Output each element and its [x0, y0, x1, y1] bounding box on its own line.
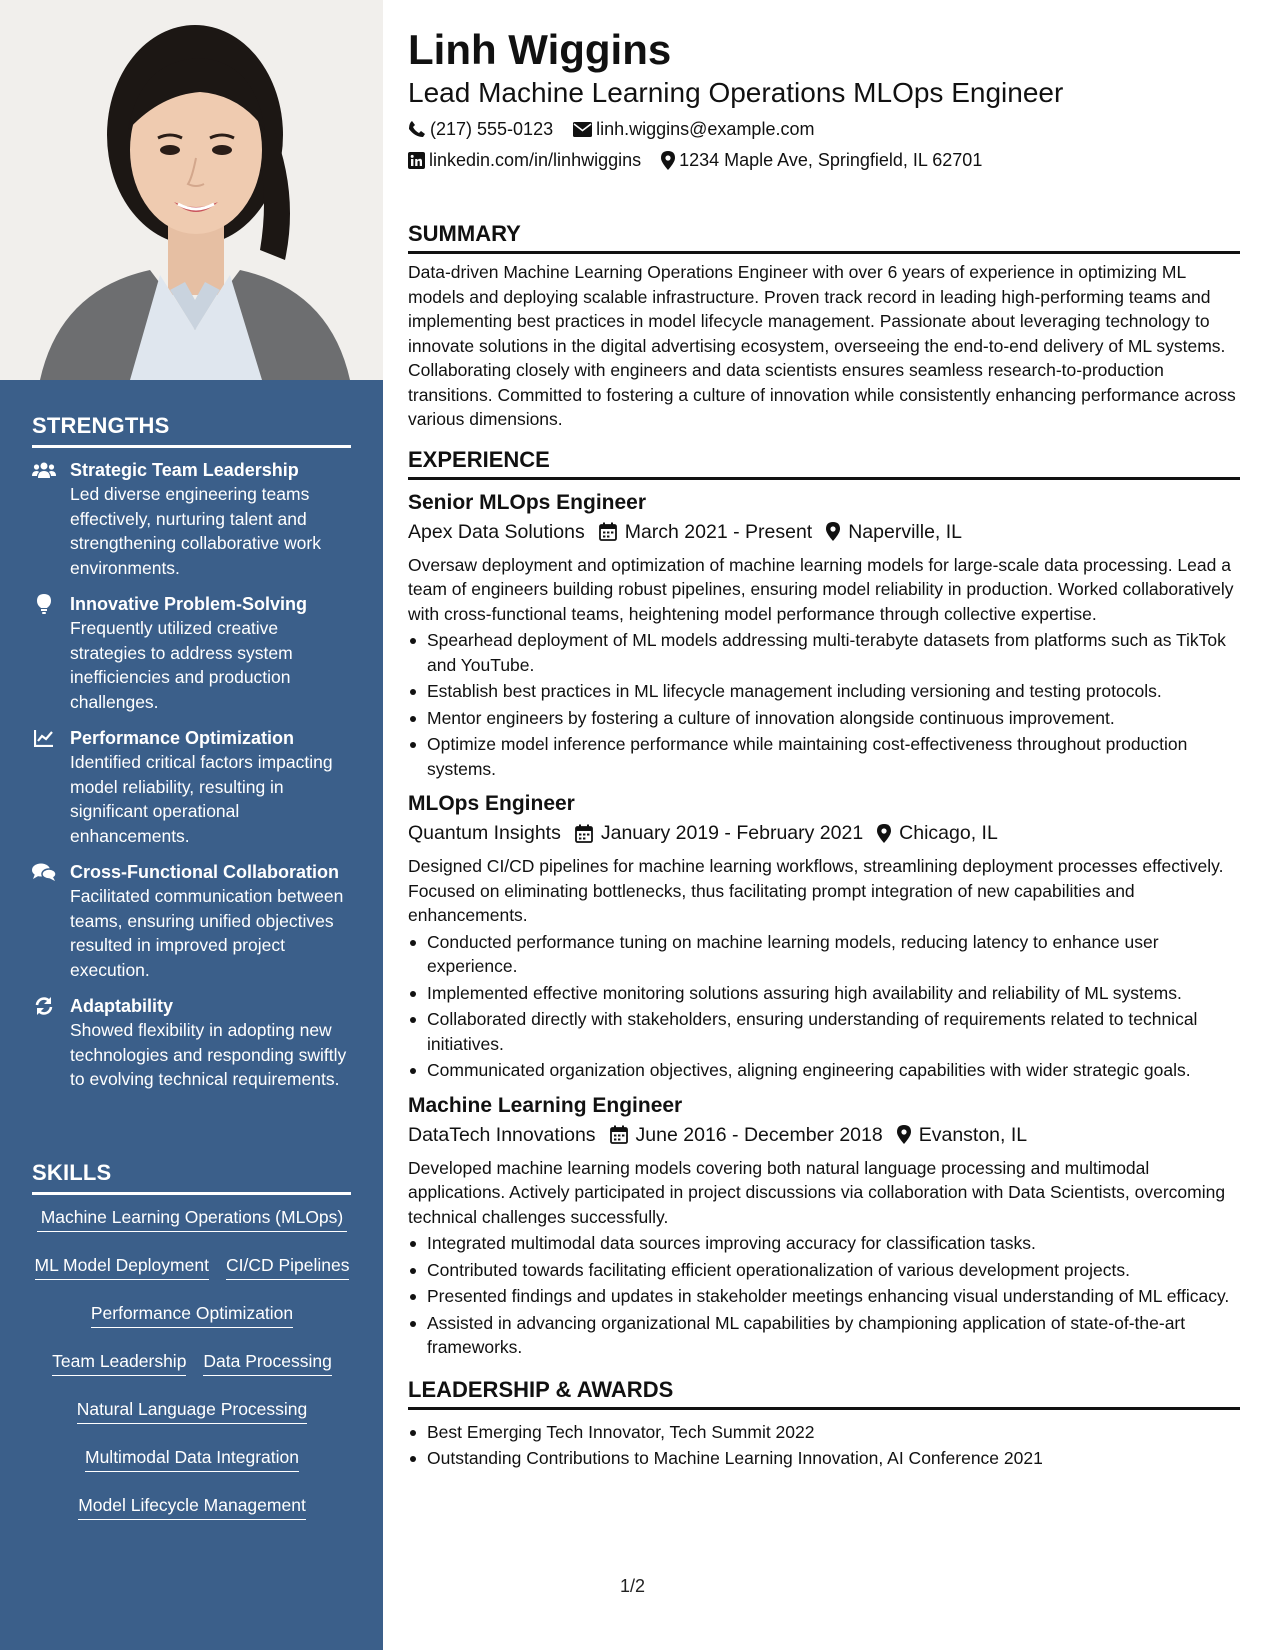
strength-item: [32, 860, 352, 982]
skill-tag: Machine Learning Operations (MLOps): [37, 1206, 347, 1232]
job-dates: January 2019 - February 2021: [600, 822, 864, 844]
strength-description: Identified critical factors impacting model reliability, resulting in significant operational enhancements.: [70, 752, 333, 846]
job-description: Designed CI/CD pipelines for machine learning workflows, streamlining deployment processes effectively. Focused on eliminating bottlenecks, thus facilitating prompt integration of new capabilities and enhancements.: [408, 856, 1224, 925]
strengths-heading: STRENGTHS: [32, 413, 351, 448]
strength-title: Adaptability: [70, 996, 174, 1016]
job-bullets: [408, 628, 1240, 781]
job-bullets: [408, 930, 1240, 1083]
job-meta: [408, 820, 1240, 846]
linkedin-icon: [408, 152, 425, 169]
summary-heading: SUMMARY: [408, 220, 1240, 254]
strengths-list: [32, 458, 352, 1104]
strength-title: Cross-Functional Collaboration: [70, 862, 340, 882]
envelope-icon: [573, 122, 592, 137]
job-bullet: Assisted in advancing organizational ML capabilities by championing application of state-of-the-art frameworks.: [408, 1311, 1240, 1360]
job-dates: June 2016 - December 2018: [635, 1123, 883, 1146]
candidate-name: Linh Wiggins: [408, 26, 672, 73]
job-bullets: [408, 1231, 1240, 1360]
strength-description: Showed flexibility in adopting new technologies and responding swiftly to evolving technical requirements.: [70, 1020, 347, 1089]
chart-line-icon: [32, 728, 56, 748]
map-pin-icon: [661, 151, 675, 170]
page-number: 1/2: [620, 1576, 646, 1596]
job-description: Oversaw deployment and optimization of machine learning models for large-scale data processing. Lead a team of engineers building robust pipelines, ensuring model reliability in production. Worked collaboratively with cross-functional teams, heightening model performance through collective expertise.: [408, 554, 1234, 624]
award-item: Best Emerging Tech Innovator, Tech Summit 2022: [408, 1420, 1240, 1445]
linkedin-contact[interactable]: [408, 148, 641, 172]
strength-item: [32, 458, 352, 580]
contact-row: [408, 117, 1240, 141]
skill-tag: CI/CD Pipelines: [226, 1254, 350, 1280]
comments-icon: [32, 862, 56, 882]
main-content: [408, 24, 1240, 1473]
profile-photo: [0, 0, 383, 380]
experience-heading: EXPERIENCE: [408, 446, 1240, 480]
summary-text: Data-driven Machine Learning Operations Engineer with over 6 years of experience in optimizing ML models and deploying scalable infrastructure. Proven track record in leading high-performing teams and implementing best practices in model lifecycle management. Passionate about leveraging technology to innovate solutions in the digital advertising ecosystem, overseeing the end-to-end delivery of ML systems. Collaborating closely with engineers and data scientists ensures seamless research-to-production transitions. Committed to fostering a culture of innovation while consistently enhancing performance across various dimensions.: [408, 262, 1236, 429]
job-title: Senior MLOps Engineer: [408, 490, 647, 514]
strength-title: Performance Optimization: [70, 728, 295, 748]
job-location: Naperville, IL: [848, 520, 963, 543]
map-pin-icon: [877, 824, 891, 843]
users-icon: [32, 460, 56, 480]
phone-contact: [408, 117, 553, 141]
skills-heading: SKILLS: [32, 1160, 351, 1195]
strength-item: [32, 592, 352, 714]
map-pin-icon: [897, 1125, 911, 1144]
job-bullet: Contributed towards facilitating efficient operationalization of various development projects.: [408, 1258, 1240, 1283]
strength-item: [32, 726, 352, 848]
job-entry: [408, 790, 1240, 1083]
job-dates: March 2021 - Present: [624, 520, 813, 543]
job-bullet: Optimize model inference performance while maintaining cost-effectiveness throughout production systems.: [408, 732, 1240, 781]
email-text[interactable]: linh.wiggins@example.com: [596, 119, 815, 139]
calendar-icon: [575, 824, 593, 843]
sync-icon: [32, 996, 56, 1016]
strength-description: Facilitated communication between teams, ensuring unified objectives resulted in improved project execution.: [70, 886, 344, 980]
phone-icon: [408, 120, 426, 138]
email-contact[interactable]: [573, 117, 814, 141]
job-entry: [408, 489, 1240, 782]
calendar-icon: [610, 1125, 628, 1144]
address-text: 1234 Maple Ave, Springfield, IL 62701: [679, 150, 983, 170]
job-bullet: Presented findings and updates in stakeholder meetings enhancing visual understanding of ML efficacy.: [408, 1284, 1240, 1309]
contact-row: [408, 148, 1240, 172]
skill-tag: Natural Language Processing: [77, 1398, 308, 1424]
job-bullet: Spearhead deployment of ML models addressing multi-terabyte datasets from platforms such as TikTok and YouTube.: [408, 628, 1240, 677]
job-location: Chicago, IL: [899, 822, 998, 844]
company-name: Apex Data Solutions: [408, 520, 585, 543]
skill-tag: Performance Optimization: [91, 1302, 293, 1328]
sidebar: [0, 0, 383, 1650]
skill-tag: Data Processing: [203, 1350, 331, 1376]
job-location: Evanston, IL: [918, 1123, 1028, 1146]
strength-item: [32, 994, 352, 1092]
job-title: Machine Learning Engineer: [408, 1093, 683, 1117]
candidate-title: Lead Machine Learning Operations MLOps Engineer: [408, 77, 1064, 108]
skill-tag: Multimodal Data Integration: [85, 1446, 299, 1472]
job-meta: [408, 1122, 1240, 1148]
company-name: Quantum Insights: [408, 822, 561, 844]
awards-heading: LEADERSHIP & AWARDS: [408, 1376, 1240, 1410]
job-bullet: Collaborated directly with stakeholders, ensuring understanding of requirements related to technical initiatives.: [408, 1007, 1240, 1056]
skill-tag: Team Leadership: [52, 1350, 186, 1376]
job-entry: [408, 1092, 1240, 1360]
strength-title: Strategic Team Leadership: [70, 460, 299, 480]
award-item: Outstanding Contributions to Machine Learning Innovation, AI Conference 2021: [408, 1446, 1240, 1471]
job-description: Developed machine learning models covering both natural language processing and multimodal applications. Actively participated in project discussions via collaboration with Data Scientists, overcoming technical challenges successfully.: [408, 1157, 1226, 1227]
strength-description: Led diverse engineering teams effectively, nurturing talent and strengthening collaborative work environments.: [70, 484, 321, 578]
calendar-icon: [599, 522, 617, 541]
strength-description: Frequently utilized creative strategies to address system inefficiencies and production challenges.: [70, 618, 293, 712]
job-bullet: Conducted performance tuning on machine learning models, reducing latency to enhance user experience.: [408, 930, 1240, 979]
job-bullet: Mentor engineers by fostering a culture of innovation alongside continuous improvement.: [408, 706, 1240, 731]
linkedin-text[interactable]: linkedin.com/in/linhwiggins: [429, 150, 642, 170]
job-bullet: Communicated organization objectives, aligning engineering capabilities with wider strategic goals.: [408, 1058, 1240, 1083]
address-contact: [661, 148, 982, 172]
skill-tag: ML Model Deployment: [35, 1254, 209, 1280]
map-pin-icon: [826, 522, 840, 541]
job-bullet: Establish best practices in ML lifecycle management including versioning and testing protocols.: [408, 679, 1240, 704]
strength-title: Innovative Problem-Solving: [70, 594, 308, 614]
job-meta: [408, 519, 1240, 545]
job-bullet: Integrated multimodal data sources improving accuracy for classification tasks.: [408, 1231, 1240, 1256]
awards-list: [408, 1420, 1240, 1471]
skill-tag: Model Lifecycle Management: [78, 1494, 306, 1520]
lightbulb-icon: [32, 594, 56, 614]
job-title: MLOps Engineer: [408, 792, 575, 815]
phone-text: (217) 555-0123: [430, 119, 554, 139]
job-bullet: Implemented effective monitoring solutions assuring high availability and reliability of ML systems.: [408, 981, 1240, 1006]
skills-list: [32, 1206, 352, 1542]
company-name: DataTech Innovations: [408, 1123, 596, 1146]
